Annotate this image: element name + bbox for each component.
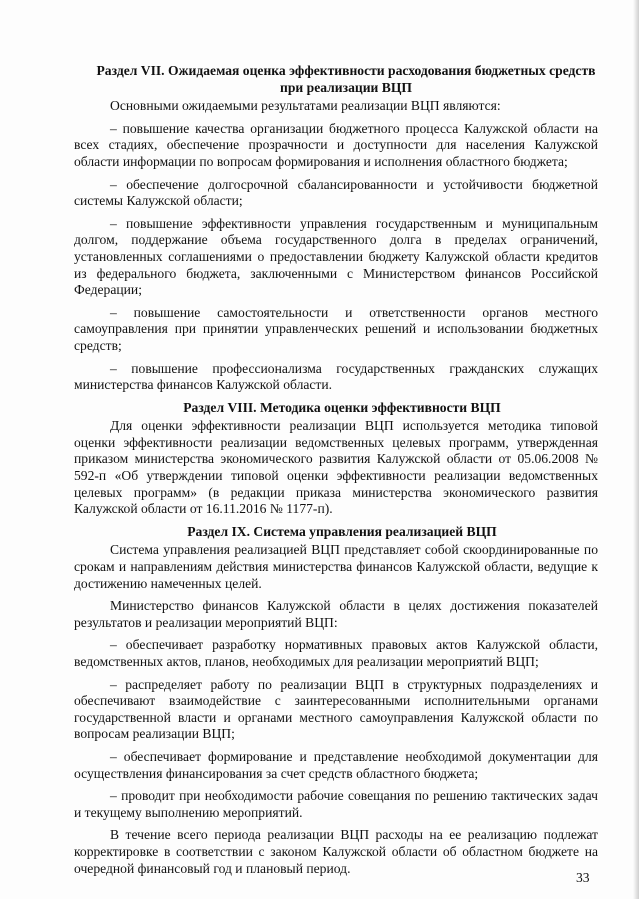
page-edge-shadow bbox=[633, 0, 639, 899]
section-7-item: – повышение самостоятельности и ответственности органов местного самоуправления при принятии управленческих решений и использовании бюджетных средств; bbox=[74, 304, 598, 353]
section-9-paragraph: Министерство финансов Калужской области в целях достижения показателей результатов и реализации мероприятий ВЦП: bbox=[74, 598, 598, 630]
section-7-item: – повышение эффективности управления государственным и муниципальным долгом, поддержание объема государственного долга в пределах ограничений, установленных соглашениями о предоставлении бюджету Калужской области кредитов из федерального бюджета, заключенными с Министерством финансов Российской Федерации; bbox=[74, 215, 598, 298]
section-9-item: – обеспечивает разработку нормативных правовых актов Калужской области, ведомственных актов, планов, необходимых для реализации мероприятий ВЦП; bbox=[74, 637, 598, 669]
section-7-intro: Основными ожидаемыми результатами реализации ВЦП являются: bbox=[110, 98, 501, 114]
section-9-item: – распределяет работу по реализации ВЦП в структурных подразделениях и обеспечивают взаимодействие с заинтересованными исполнительными органами государственной власти и органами местного самоуправления Калужской области по вопросам реализации ВЦП; bbox=[74, 676, 598, 742]
section-7-heading: Раздел VII. Ожидаемая оценка эффективности расходования бюджетных средств при реализации ВЦП bbox=[96, 63, 596, 95]
section-9-paragraph: В течение всего периода реализации ВЦП расходы на ее реализацию подлежат корректировке в соответствии с законом Калужской области об областном бюджете на очередной финансовый год и плановый период. bbox=[74, 827, 598, 876]
section-9-paragraph: Система управления реализацией ВЦП представляет собой скоординированные по срокам и направлениям действия министерства финансов Калужской области, ведущие к достижению намеченных целей. bbox=[74, 542, 598, 591]
section-8-heading: Раздел VIII. Методика оценки эффективности ВЦП bbox=[183, 399, 501, 415]
section-9-heading: Раздел IX. Система управления реализацией ВЦП bbox=[187, 523, 497, 539]
section-7-item: – повышение качества организации бюджетного процесса Калужской области на всех стадиях, обеспечение прозрачности и доступности для населения Калужской области информации по вопросам формирования и исполнения областного бюджета; bbox=[74, 120, 598, 169]
page-number: 33 bbox=[576, 870, 590, 885]
page-content bbox=[74, 63, 598, 877]
section-7-item: – обеспечение долгосрочной сбалансированности и устойчивости бюджетной системы Калужской области; bbox=[74, 176, 598, 209]
section-9-item: – обеспечивает формирование и представление необходимой документации для осуществления финансирования за счет средств областного бюджета; bbox=[74, 748, 598, 781]
section-8-paragraph: Для оценки эффективности реализации ВЦП используется методика типовой оценки эффективности реализации ведомственных целевых программ, утвержденная приказом министерства экономического развития Калужской области от 05.06.2008 № 592-п «Об утверждении типовой оценки эффективности реализации ведомственных целевых программ» (в редакции приказа министерства экономического развития Калужской области от 16.11.2016 № 1177-п). bbox=[74, 418, 598, 517]
section-9-item: – проводит при необходимости рабочие совещания по решению тактических задач и текущему выполнению мероприятий. bbox=[74, 788, 598, 820]
section-7-item: – повышение профессионализма государственных гражданских служащих министерства финансов Калужской области. bbox=[74, 360, 598, 393]
